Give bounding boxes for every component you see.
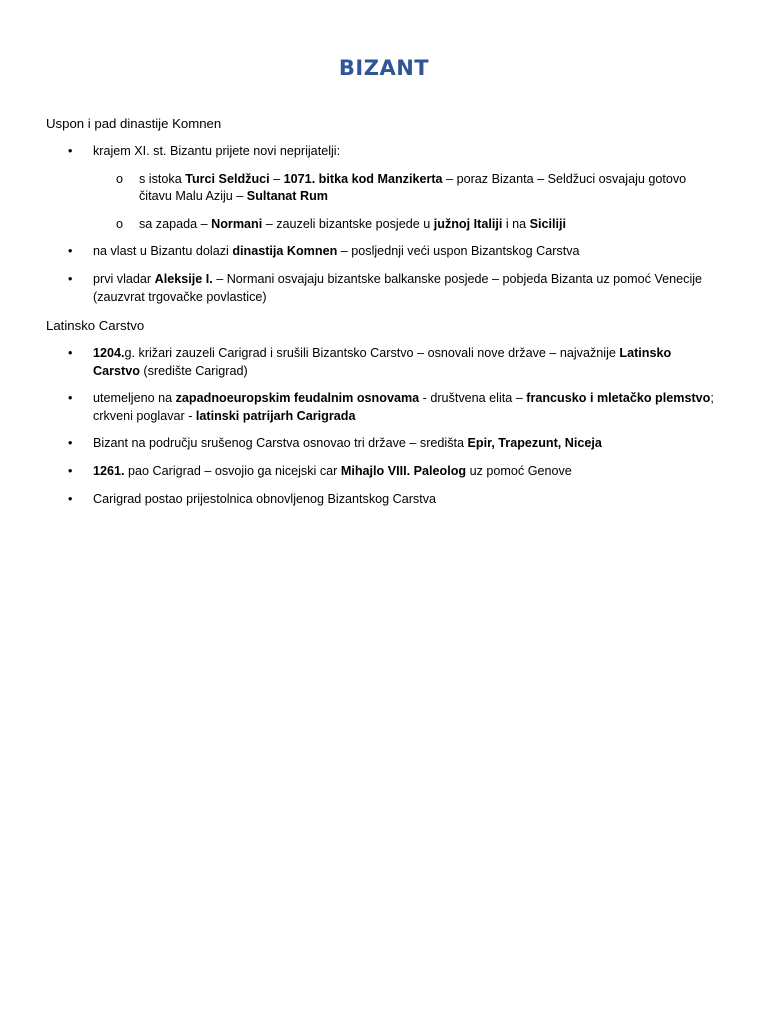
- section-heading-komnen: Uspon i pad dinastije Komnen: [46, 116, 222, 131]
- bold-text: Normani: [211, 216, 263, 231]
- text-segment: - društvena elita –: [419, 391, 527, 406]
- page-title: BIZANT: [338, 56, 430, 80]
- bullet-icon: •: [68, 144, 73, 158]
- text-segment: krajem XI. st. Bizantu prijete novi neprijatelji:: [93, 144, 341, 158]
- bold-text: Epir, Trapezunt, Niceja: [467, 436, 602, 451]
- text-segment: Carigrad postao prijestolnica obnovljenog Bizantskog Carstva: [93, 491, 437, 506]
- text-segment: s istoka: [139, 171, 186, 186]
- bold-text: zapadnoeuropskim feudalnim osnovama: [175, 391, 420, 406]
- bold-text: latinski patrijarh Carigrada: [195, 408, 356, 423]
- bullet-icon: •: [68, 391, 73, 406]
- text-segment: (središte Carigrad): [139, 363, 248, 378]
- circle-bullet-icon: o: [116, 216, 124, 231]
- section-heading-latinsko-carstvo: Latinsko Carstvo: [46, 318, 145, 333]
- text-segment: – poraz Bizanta – Seldžuci osvajaju gotovo čitavu Malu Aziju –: [139, 171, 687, 204]
- sub-list-item-text: [139, 217, 566, 231]
- text-segment: Bizant na području srušenog Carstva osnovao tri države – središta: [93, 436, 468, 451]
- text-segment: na vlast u Bizantu dolazi: [93, 244, 233, 259]
- list-item-text: [93, 391, 714, 423]
- text-segment: pao Carigrad – osvojio ga nicejski car: [124, 463, 341, 478]
- list-item-text: [93, 244, 580, 258]
- bullet-icon: •: [68, 271, 73, 286]
- text-segment: ; crkveni poglavar -: [93, 391, 714, 423]
- list-item: [0, 243, 721, 261]
- text-segment: sa zapada –: [139, 216, 212, 231]
- bold-text: 1071. bitka kod Manzikerta: [283, 171, 443, 186]
- bullet-list-komnen: [0, 143, 768, 316]
- bold-text: 1204.: [93, 346, 125, 360]
- text-segment: –: [269, 171, 284, 186]
- bullet-icon: •: [68, 491, 73, 506]
- bullet-icon: •: [68, 346, 73, 360]
- bullet-list-latinsko-carstvo: [0, 345, 768, 518]
- circle-bullet-icon: o: [116, 171, 124, 186]
- bold-text: Mihajlo VIII. Paleolog: [340, 463, 467, 478]
- list-item-text: [93, 272, 702, 304]
- list-item-text: [93, 346, 671, 378]
- list-item-text: [93, 436, 602, 450]
- list-item: [0, 435, 721, 453]
- text-segment: – Normani osvajaju bizantske balkanske posjede – pobjeda Bizanta uz pomoć Venecije (zauzvrat trgovačke povlastice): [93, 271, 703, 304]
- sub-list-item: [116, 171, 721, 206]
- bullet-icon: •: [68, 436, 73, 451]
- list-item: [0, 463, 721, 481]
- bold-text: Siciliji: [529, 216, 567, 231]
- list-item: [0, 491, 721, 509]
- sub-list: [93, 171, 721, 234]
- text-segment: uz pomoć Genove: [466, 463, 572, 478]
- list-item-text: [93, 144, 340, 158]
- bold-text: Sultanat Rum: [246, 189, 328, 204]
- bullet-icon: •: [68, 244, 73, 259]
- text-segment: prvi vladar: [93, 271, 155, 286]
- bullet-icon: •: [68, 463, 73, 478]
- list-item: [0, 390, 721, 425]
- text-segment: utemeljeno na: [93, 391, 176, 406]
- bold-text: Turci Seldžuci: [185, 171, 270, 186]
- text-segment: g. križari zauzeli Carigrad i srušili Bizantsko Carstvo – osnovali nove države – najvažnije: [124, 346, 620, 360]
- text-segment: – zauzeli bizantske posjede u: [262, 216, 434, 231]
- text-segment: – posljednji veći uspon Bizantskog Carstva: [337, 244, 580, 259]
- list-item-text: [93, 492, 436, 506]
- text-segment: i na: [502, 216, 530, 231]
- list-item: [0, 143, 721, 233]
- bold-text: dinastija Komnen: [232, 244, 338, 259]
- sub-list-item: [116, 216, 721, 234]
- list-item-text: [93, 464, 572, 478]
- list-item: [0, 271, 721, 306]
- list-item: [0, 345, 721, 380]
- sub-list-item-text: [139, 172, 686, 204]
- bold-text: Aleksije I.: [154, 271, 213, 286]
- bold-text: južnoj Italiji: [433, 216, 503, 231]
- bold-text: 1261.: [93, 463, 125, 478]
- bold-text: Latinsko Carstvo: [93, 346, 672, 378]
- bold-text: francusko i mletačko plemstvo: [526, 391, 711, 406]
